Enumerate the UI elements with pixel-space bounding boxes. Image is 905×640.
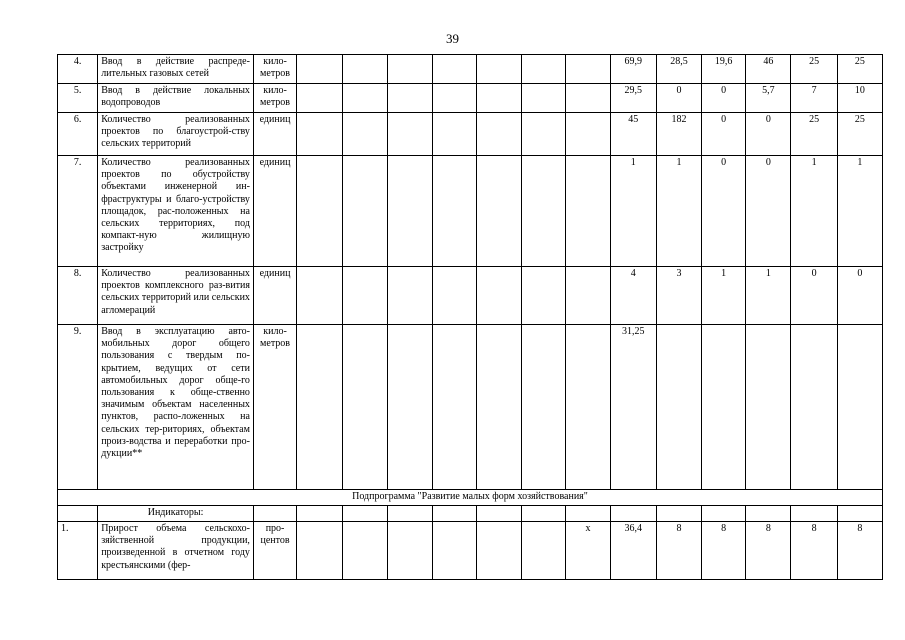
value-cell: 19,6 [702,55,746,84]
empty-cell [387,267,432,325]
row-name: Прирост объема сельскохо-зяйственной продукции, произведенной в отчетном году крестьянскими (фер- [98,522,254,580]
empty-cell [387,84,432,113]
value-cell: 0 [702,84,746,113]
value-cell: 10 [837,84,882,113]
value-cell: 69,9 [610,55,656,84]
empty-cell [566,506,610,522]
value-cell: 1 [746,267,791,325]
empty-cell [387,325,432,490]
empty-cell [702,506,746,522]
empty-cell [297,506,343,522]
empty-cell [522,55,566,84]
row-number: 6. [58,113,98,156]
empty-cell [432,325,476,490]
empty-cell [476,522,521,580]
x-mark-cell [566,55,610,84]
value-cell: 182 [656,113,701,156]
value-cell: 4 [610,267,656,325]
value-cell: 8 [791,522,837,580]
value-cell: 8 [837,522,882,580]
value-cell: 8 [746,522,791,580]
row-number: 7. [58,156,98,267]
value-cell: 29,5 [610,84,656,113]
row-name: Ввод в действие распреде-лительных газовых сетей [98,55,254,84]
x-mark-cell [566,84,610,113]
x-mark-cell [566,113,610,156]
row-name: Ввод в эксплуатацию авто-мобильных дорог общего пользования с твердым по-крытием, ведущих от сети автомобильных дорог обще-го пользования к обще-ственно значимым объектам населенных пунктов, распо-ложенных на сельских тер-риториях, объектам произ-водства и переработки про-дукции** [98,325,254,490]
value-cell: 0 [837,267,882,325]
value-cell: 8 [702,522,746,580]
empty-cell [343,267,387,325]
value-cell: 25 [791,113,837,156]
row-unit: единиц [253,267,296,325]
empty-cell [432,267,476,325]
row-number: 4. [58,55,98,84]
value-cell: 25 [837,55,882,84]
table-row [58,522,883,580]
empty-cell [432,113,476,156]
x-mark-cell: х [566,522,610,580]
empty-cell [432,84,476,113]
table-row [58,113,883,156]
empty-cell [522,522,566,580]
row-number: 9. [58,325,98,490]
empty-cell [476,506,521,522]
empty-cell [387,156,432,267]
empty-cell [476,84,521,113]
value-cell: 8 [656,522,701,580]
empty-cell [610,506,656,522]
empty-cell [656,506,701,522]
empty-cell [476,156,521,267]
value-cell: 7 [791,84,837,113]
row-unit: кило-метров [253,325,296,490]
value-cell [791,325,837,490]
empty-cell [476,325,521,490]
empty-cell [522,267,566,325]
row-unit: про-центов [253,522,296,580]
empty-cell [432,506,476,522]
empty-cell [297,156,343,267]
value-cell: 0 [656,84,701,113]
value-cell: 0 [746,113,791,156]
value-cell: 28,5 [656,55,701,84]
value-cell: 3 [656,267,701,325]
value-cell: 0 [702,113,746,156]
row-name: Количество реализованных проектов по благоустрой-ству сельских территорий [98,113,254,156]
value-cell [702,325,746,490]
value-cell: 0 [746,156,791,267]
row-unit: кило-метров [253,55,296,84]
empty-cell [522,506,566,522]
empty-cell [343,156,387,267]
value-cell: 1 [656,156,701,267]
empty-cell [432,55,476,84]
empty-cell [297,267,343,325]
empty-cell [476,55,521,84]
empty-cell [343,522,387,580]
value-cell [837,325,882,490]
value-cell: 0 [791,267,837,325]
empty-cell [343,506,387,522]
table-row [58,156,883,267]
indicators-label: Индикаторы: [98,506,254,522]
empty-cell [343,325,387,490]
indicators-row [58,506,883,522]
empty-cell [297,55,343,84]
table-row [58,325,883,490]
row-unit: единиц [253,113,296,156]
empty-cell [297,325,343,490]
empty-cell [432,522,476,580]
empty-cell [522,325,566,490]
empty-cell [387,113,432,156]
empty-cell [837,506,882,522]
empty-cell [387,522,432,580]
x-mark-cell [566,156,610,267]
row-number: 5. [58,84,98,113]
value-cell: 45 [610,113,656,156]
indicators-table [57,54,883,580]
value-cell: 1 [610,156,656,267]
table-row [58,84,883,113]
row-unit: кило-метров [253,84,296,113]
value-cell [746,325,791,490]
section-row [58,490,883,506]
empty-cell [297,84,343,113]
value-cell: 0 [702,156,746,267]
table-row [58,55,883,84]
value-cell: 1 [791,156,837,267]
empty-cell [522,113,566,156]
value-cell [656,325,701,490]
value-cell: 1 [837,156,882,267]
value-cell: 1 [702,267,746,325]
empty-cell [476,267,521,325]
empty-cell [387,55,432,84]
row-unit: единиц [253,156,296,267]
row-number: 1. [58,522,98,580]
empty-cell [387,506,432,522]
row-name: Ввод в действие локальных водопроводов [98,84,254,113]
empty-cell [432,156,476,267]
empty-cell [746,506,791,522]
x-mark-cell [566,325,610,490]
empty-cell [297,113,343,156]
value-cell: 46 [746,55,791,84]
empty-cell [253,506,296,522]
empty-cell [522,84,566,113]
empty-cell [58,506,98,522]
empty-cell [343,113,387,156]
x-mark-cell [566,267,610,325]
empty-cell [343,84,387,113]
value-cell: 25 [837,113,882,156]
empty-cell [476,113,521,156]
row-number: 8. [58,267,98,325]
table-row [58,267,883,325]
value-cell: 25 [791,55,837,84]
section-title: Подпрограмма "Развитие малых форм хозяйствования" [58,490,883,506]
empty-cell [343,55,387,84]
row-name: Количество реализованных проектов комплексного раз-вития сельских территорий или сельских агломераций [98,267,254,325]
value-cell: 5,7 [746,84,791,113]
page-number: 39 [446,31,459,46]
empty-cell [297,522,343,580]
empty-cell [791,506,837,522]
value-cell: 31,25 [610,325,656,490]
row-name: Количество реализованных проектов по обустройству объектами инженерной ин-фраструктуры и благо-устройству площадок, рас-положенных на сельских территориях, под компакт-ную жилищную застройку [98,156,254,267]
value-cell: 36,4 [610,522,656,580]
empty-cell [522,156,566,267]
